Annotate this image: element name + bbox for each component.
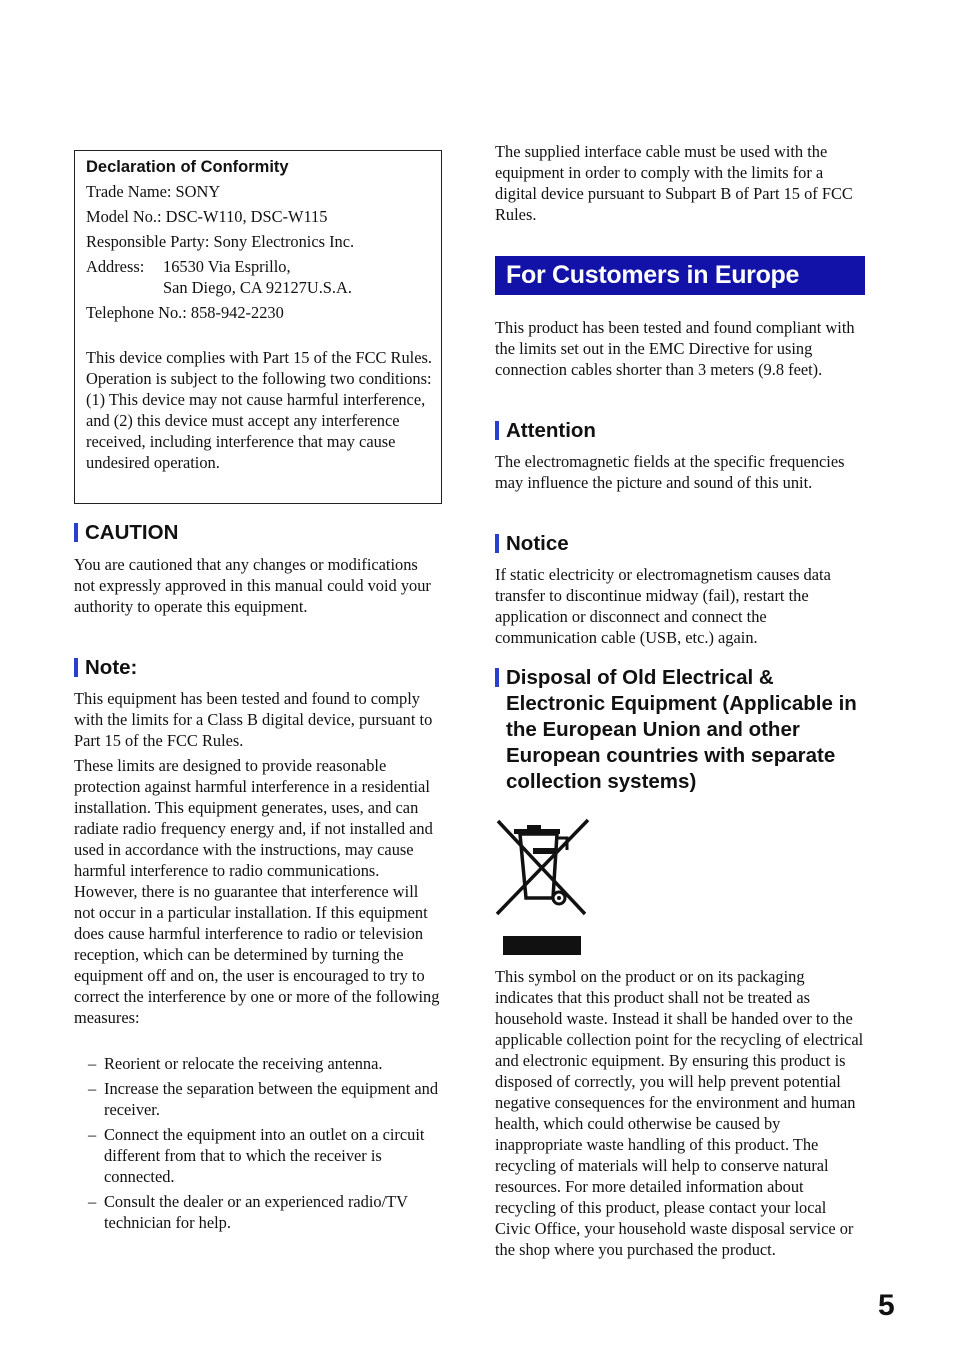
responsible-party: Responsible Party: Sony Electronics Inc. <box>86 232 355 251</box>
caution-heading-text: CAUTION <box>85 521 179 544</box>
heading-bar <box>495 534 499 553</box>
heading-bar <box>495 668 499 687</box>
disposal-text: This symbol on the product or on its packaging indicates that this product shall not be treated as household waste. Instead it shall be handed over to the applicable collection point for the recycling of electrical and electronic equipment. By ensuring this product is disposed of correctly, you will help prevent potential negative consequences for the environment and human health, which could otherwise be caused by inappropriate waste handling of this product. The recycling of materials will help to conserve natural resources. For more detailed information about recycling of this product, please contact your local Civic Office, your household waste disposal service or the shop where you purchased the product. <box>495 967 864 1259</box>
measures-list <box>74 1053 444 1237</box>
notice-heading-text: Notice <box>506 532 569 555</box>
list-item: – Increase the separation between the equipment and receiver. <box>88 1079 439 1119</box>
declaration-title: Declaration of Conformity <box>86 158 289 176</box>
cable-text: The supplied interface cable must be used with the equipment in order to comply with the limits for a digital device pursuant to Subpart B of Part 15 of FCC Rules. <box>495 142 853 224</box>
disposal-heading-text: Disposal of Old Electrical & Electronic Equipment (Applicable in the European Union and other European countries with separate collection systems) <box>506 666 857 793</box>
crossed-out-wheeled-bin-icon <box>495 818 590 958</box>
europe-text: This product has been tested and found compliant with the limits set out in the EMC Directive for using connection cables shorter than 3 meters (9.8 feet). <box>495 318 855 379</box>
caution-heading <box>74 520 178 546</box>
notice-text: If static electricity or electromagnetism causes data transfer to discontinue midway (fail), restart the application or disconnect and connect the communication cable (USB, etc.) again. <box>495 565 831 647</box>
page-number: 5 <box>878 1289 895 1322</box>
address <box>86 256 432 298</box>
compliance-text: This device complies with Part 15 of the FCC Rules. Operation is subject to the following two conditions: (1) This device may not cause harmful interference, and (2) this device must accept any interference received, including interference that may cause undesired operation. <box>86 348 432 472</box>
attention-heading <box>495 418 596 444</box>
attention-heading-text: Attention <box>506 419 596 442</box>
heading-bar <box>495 421 499 440</box>
trade-name: Trade Name: SONY <box>86 182 221 201</box>
attention-text: The electromagnetic fields at the specific frequencies may influence the picture and sound of this unit. <box>495 452 845 492</box>
list-item: – Reorient or relocate the receiving antenna. <box>88 1054 383 1073</box>
list-item: – Consult the dealer or an experienced radio/TV technician for help. <box>88 1192 408 1232</box>
notice-heading <box>495 531 569 557</box>
europe-banner: For Customers in Europe <box>495 256 865 295</box>
caution-text: You are cautioned that any changes or modifications not expressly approved in this manual could void your authority to operate this equipment. <box>74 555 431 616</box>
address-line-2: San Diego, CA 92127U.S.A. <box>163 278 352 297</box>
telephone: Telephone No.: 858-942-2230 <box>86 303 284 322</box>
heading-bar <box>74 658 78 677</box>
note-heading-text: Note: <box>85 656 138 679</box>
note-heading <box>74 655 137 681</box>
list-item: – Connect the equipment into an outlet on a circuit different from that to which the receiver is connected. <box>88 1125 425 1186</box>
heading-bar <box>74 523 78 542</box>
address-label: Address: <box>86 257 145 276</box>
note-para-2: These limits are designed to provide reasonable protection against harmful interference in a residential installation. This equipment generates, uses, and can radiate radio frequency energy and, if not installed and used in accordance with the instructions, may cause harmful interference to radio communications. However, there is no guarantee that interference will not occur in a particular installation. If this equipment does cause harmful interference to radio or television reception, which can be determined by turning the equipment off and on, the user is encouraged to try to correct the interference by one or more of the following measures: <box>74 756 440 1027</box>
note-para-1: This equipment has been tested and found to comply with the limits for a Class B digital device, pursuant to Part 15 of the FCC Rules. <box>74 689 433 750</box>
disposal-heading <box>495 665 865 795</box>
model-number: Model No.: DSC-W110, DSC-W115 <box>86 207 328 226</box>
address-line-1: 16530 Via Esprillo, <box>163 257 291 276</box>
declaration-box <box>74 150 442 504</box>
